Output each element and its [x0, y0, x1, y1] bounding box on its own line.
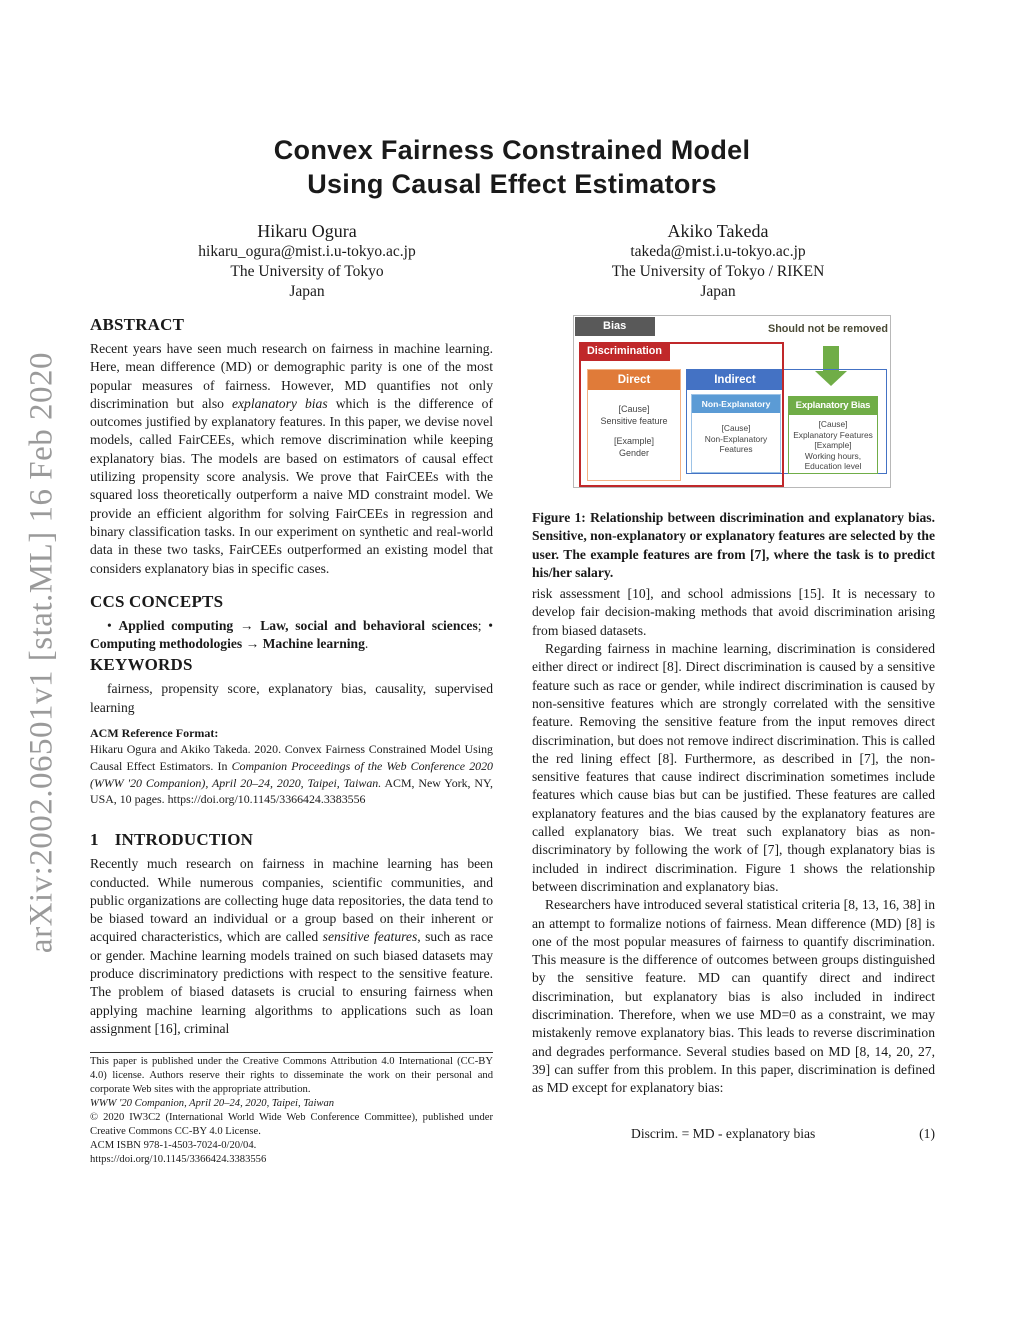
title-line-1: Convex Fairness Constrained Model [273, 135, 751, 165]
author-affiliation: The University of Tokyo / RIKEN [611, 263, 825, 280]
keywords-text [90, 680, 493, 717]
description-line: [Cause] [721, 423, 751, 433]
explanatory-bias-description [789, 419, 877, 472]
author-affiliation: The University of Tokyo [230, 263, 384, 280]
abstract-heading: ABSTRACT [90, 315, 185, 334]
bias-label: Bias [575, 317, 655, 336]
text-run: ; • [477, 617, 493, 633]
description-line: Working hours, [804, 450, 862, 461]
introduction-paragraph-4 [532, 896, 935, 1097]
author-block-2 [538, 220, 898, 302]
paper-title [0, 133, 1024, 201]
text-run: → [242, 636, 263, 652]
text-run: Companion Proceedings of the Web Conference 2020 (WWW '20 Companion), April 20–24, 2020, Taipei, Taiwan. [90, 758, 493, 790]
text-run: Machine learning [262, 636, 365, 652]
figure-1-diagram [573, 315, 891, 488]
text-run: • [107, 617, 119, 633]
text-run: ACM, New York, NY, USA, 10 pages. https://doi.org/10.1145/3366424.3383556 [90, 775, 494, 807]
ccs-text [90, 617, 493, 654]
description-line: [Example] [814, 440, 852, 450]
footnote-isbn: ACM ISBN 978-1-4503-7024-0/20/04. [90, 1139, 257, 1151]
text-run: explanatory bias [231, 395, 328, 411]
footnote-copyright: © 2020 IW3C2 (International World Wide Web Conference Committee), published under Creative Commons CC-BY 4.0 License. [90, 1111, 493, 1137]
author-country: Japan [700, 283, 736, 300]
text-run: fairness, propensity score, explanatory bias, causality, supervised learning [90, 681, 493, 715]
description-line: Features [719, 444, 753, 454]
text-run: Recent years have seen much research on fairness in machine learning. Here, mean difference (MD) or demographic parity is one of the most popular measures of fairness. However, MD quantifies not only discrimination but also [90, 341, 493, 411]
description-line: [Example] [613, 436, 655, 446]
equation: Discrim. = MD - explanatory bias [631, 1125, 816, 1141]
author-email: takeda@mist.i.u-tokyo.ac.jp [630, 243, 806, 260]
text-run: Hikaru Ogura and Akiko Takeda. 2020. Convex Fairness Constrained Model Using Causal Effect Estimators. In [90, 742, 493, 773]
text-run: Regarding fairness in machine learning, discrimination is considered either direct or indirect [8]. Direct discrimination is caused by a sensitive feature such as race or gender, while indirect discrimination is caused by non-sensitive features which are strongly correlated with the sensitive feature. Removing the sensitive feature from the input removes direct discrimination, but does not remove indirect discrimination. This is called the red lining effect [8]. Furthermore, as described in [7], the non-sensitive features that cause indirect discrimination sometimes include features which cause bias but can be justified. These features are called explanatory features and the bias caused by the explanatory features are called explanatory bias. We treat such explanatory bias as non-discriminatory by following the work of [7], though explanatory bias is included in indirect discrimination. Figure 1 shows the relationship between discrimination and explanatory bias. [532, 641, 935, 894]
should-not-be-removed-label: Should not be removed [768, 323, 888, 335]
description-line: [Cause] [818, 419, 848, 429]
footnote-license: This paper is published under the Creative Commons Attribution 4.0 International (CC-BY 4.0) license. Authors reserve their rights to disseminate the work on their personal and corporate Web sites with the appropriate attribution. [90, 1056, 493, 1096]
explanatory-bias-box [788, 396, 878, 474]
author-name: Hikaru Ogura [257, 221, 357, 241]
introduction-paragraph-1 [90, 855, 493, 1038]
right-column [532, 509, 935, 1142]
discrimination-label: Discrimination [579, 342, 670, 361]
arxiv-identifier-stamp: arXiv:2002.06501v1 [stat.ML] 16 Feb 2020 [23, 351, 60, 954]
indirect-label: Indirect [687, 370, 783, 390]
introduction-heading [90, 830, 493, 850]
footnote-doi[interactable]: https://doi.org/10.1145/3366424.3383556 [90, 1153, 267, 1165]
title-line-2: Using Causal Effect Estimators [307, 169, 717, 199]
footnote [90, 1052, 493, 1166]
text-run: , such as race or gender. Machine learning models trained on such biased datasets may produce discriminatory predictions with respect to the sensitive feature. The problem of biased datasets is crucial to ensuring fairness when applying machine learning algorithms to applications such as loan assignment [16], criminal [90, 929, 493, 1036]
text-run: . [364, 636, 369, 652]
figure-caption: Figure 1: Relationship between discrimination and explanatory bias. Sensitive, non-explanatory or explanatory features are selected by the user. The example features are from [7], where the task is to predict his/her salary. [532, 510, 935, 580]
acm-reference-heading: ACM Reference Format: [90, 726, 219, 741]
description-line: [Cause] [618, 404, 650, 414]
abstract-text [90, 340, 493, 578]
introduction-paragraph-2 [532, 585, 935, 640]
author-block-1 [127, 220, 487, 302]
text-run: which is the difference of outcomes justified by explanatory features. In this paper, we devise novel models, called FairCEEs, which remove discrimination while keeping explanatory bias. The models are based on estimators of causal effect utilizing propensity score analysis. We prove that FairCEEs with the squared loss theoretically outperform a naive MD constraint model. We provide an efficient algorithm for solving FairCEEs in regression and binary classification tasks. In our experiment on synthetic and real-world data in these two tasks, FairCEEs outperformed an existing model that considers explanatory bias in specific cases. [90, 395, 493, 576]
text-run: risk assessment [10], and school admissions [15]. It is necessary to develop fair decision-making methods that avoid discrimination arising from biased datasets. [532, 586, 935, 638]
direct-label: Direct [588, 370, 680, 390]
equation-row [532, 1126, 935, 1142]
description-line: Explanatory Features [793, 429, 873, 440]
text-run: sensitive features [322, 929, 418, 945]
author-name: Akiko Takeda [667, 221, 769, 241]
non-explanatory-label: Non-Explanatory [692, 395, 780, 413]
description-line: Education level [804, 461, 862, 471]
author-email: hikaru_ogura@mist.i.u-tokyo.ac.jp [198, 243, 416, 260]
description-line: Non-Explanatory [704, 433, 768, 444]
section-number: 1 [90, 830, 99, 850]
footnote-venue: WWW '20 Companion, April 20–24, 2020, Taipei, Taiwan [90, 1097, 335, 1109]
keywords-heading: KEYWORDS [90, 655, 193, 675]
introduction-paragraph-3 [532, 640, 935, 896]
explanatory-bias-label: Explanatory Bias [789, 397, 877, 415]
description-line: Gender [618, 448, 650, 458]
text-run: Researchers have introduced several statistical criteria [8, 13, 16, 38] in an attempt to formalize notions of fairness. Mean difference (MD) [8] is one of the most popular measures of fairness to quantify discrimination. This measure is the difference of outcomes between groups distinguished by the sensitive feature. MD can quantify direct and indirect discrimination, but explanatory bias is also included in indirect discrimination. Therefore, when we use MD=0 as a constraint, we may mistakenly remove explanatory bias. This leads to reverse discrimination and degrades performance. Several studies based on MD [8, 14, 20, 27, 39] can suffer from this problem. In this paper, discrimination is defined as MD except for explanatory bias: [532, 897, 935, 1096]
author-country: Japan [289, 283, 325, 300]
acm-reference-text [90, 741, 493, 808]
text-run: → [233, 617, 261, 633]
text-run: Applied computing [118, 617, 234, 633]
equation-number: (1) [919, 1125, 935, 1141]
discrimination-region [579, 342, 784, 487]
text-run: Computing methodologies [90, 636, 243, 652]
section-title: INTRODUCTION [114, 830, 254, 850]
text-run: Recently much research on fairness in machine learning has been conducted. While numerous companies, scientific communities, and public organizations are collecting huge data repositories, the data tend to be biased toward an individual or a group based on their inherent or acquired characteristics, which are called [90, 856, 493, 945]
text-run: Law, social and behavioral sciences [260, 617, 478, 633]
ccs-heading: CCS CONCEPTS [90, 591, 224, 611]
left-column [90, 315, 493, 1166]
description-line: Sensitive feature [600, 416, 668, 426]
